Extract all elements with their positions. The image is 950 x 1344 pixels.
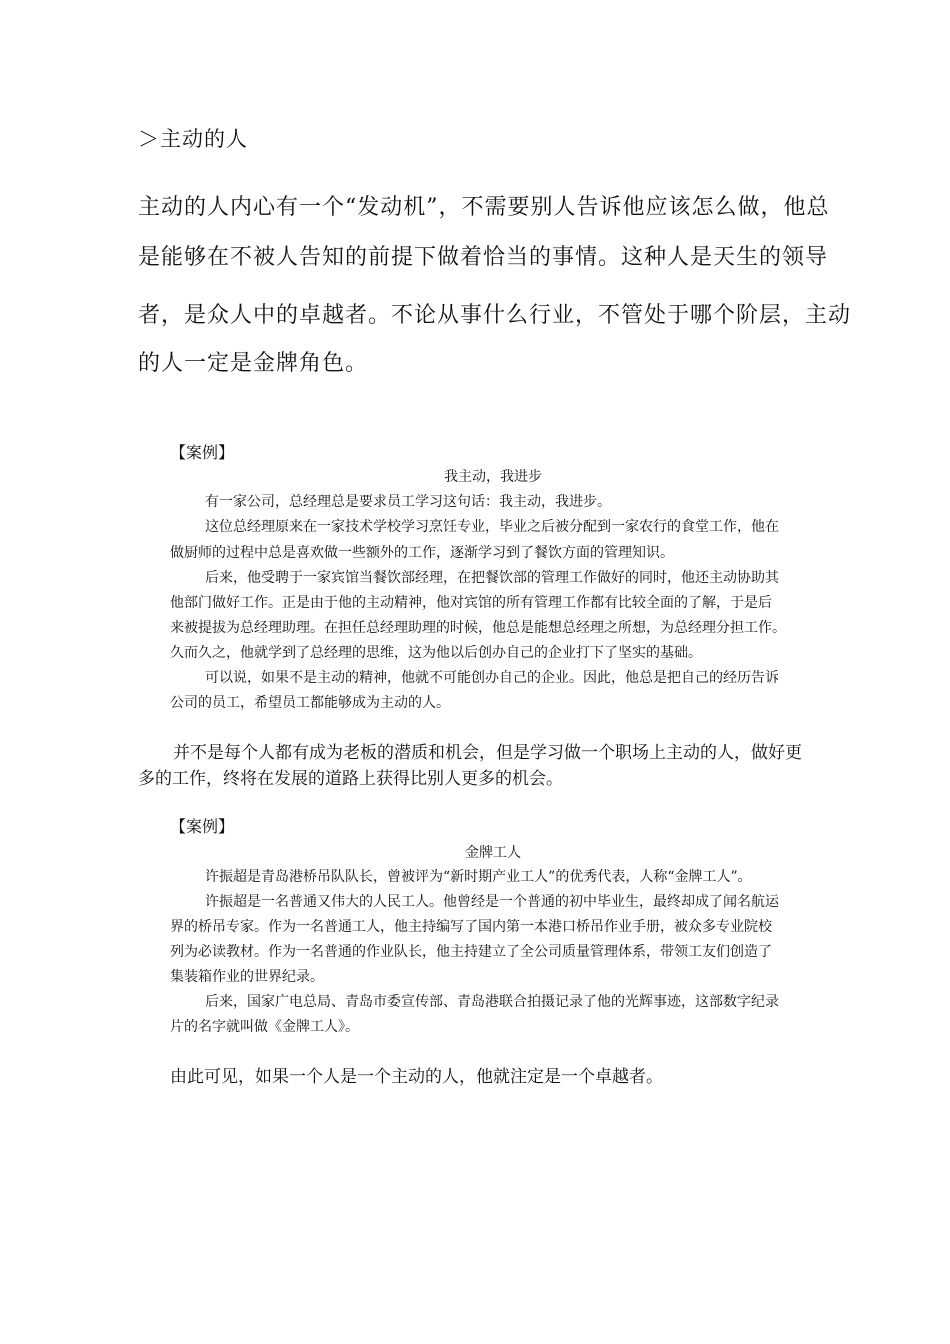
case-paragraph-line: 许振超是青岛港桥吊队队长，曾被评为“新时期产业工人”的优秀代表，人称“金牌工人”。 — [205, 869, 752, 885]
case-paragraph-line: 可以说，如果不是主动的精神，他就不可能创办自己的企业。因此，他总是把自己的经历告诉 — [205, 670, 779, 686]
case-paragraph-line: 做厨师的过程中总是喜欢做一些额外的工作，逐渐学习到了餐饮方面的管理知识。 — [170, 545, 674, 561]
intro-line: 是能够在不被人告知的前提下做着恰当的事情。这种人是天生的领导 — [138, 245, 829, 270]
case-paragraph-line: 久而久之，他就学到了总经理的思维，这为他以后创办自己的企业打下了坚实的基础。 — [170, 645, 702, 661]
case-title: 我主动，我进步 — [444, 469, 542, 485]
case-paragraph-line: 界的桥吊专家。作为一名普通工人，他主持编写了国内第一本港口桥吊作业手册，被众多专业院校 — [170, 919, 772, 935]
case-paragraph-line: 来被提拔为总经理助理。在担任总经理助理的时候，他总是能想总经理之所想，为总经理分担工作。 — [170, 620, 786, 636]
section-heading: ＞主动的人 — [138, 127, 248, 151]
body-line: 并不是每个人都有成为老板的潜质和机会，但是学习做一个职场上主动的人，做好更 — [173, 743, 802, 763]
body-line: 多的工作，终将在发展的道路上获得比别人更多的机会。 — [138, 769, 563, 789]
case-paragraph-line: 有一家公司，总经理总是要求员工学习这句话：我主动，我进步。 — [205, 494, 611, 510]
case-title: 金牌工人 — [465, 845, 521, 861]
case-label: 【案例】 — [170, 443, 235, 462]
case-label: 【案例】 — [170, 817, 235, 836]
intro-line: 的人一定是金牌角色。 — [138, 351, 369, 376]
case-paragraph-line: 后来，他受聘于一家宾馆当餐饮部经理，在把餐饮部的管理工作做好的同时，他还主动协助其 — [205, 570, 779, 586]
case-paragraph-line: 他部门做好工作。正是由于他的主动精神，他对宾馆的所有管理工作都有比较全面的了解，于是后 — [170, 595, 772, 611]
case-paragraph-line: 片的名字就叫做《金牌工人》。 — [170, 1019, 359, 1035]
case-paragraph-line: 列为必读教材。作为一名普通的作业队长，他主持建立了全公司质量管理体系，带领工友们创造了 — [170, 944, 772, 960]
case-paragraph-line: 许振超是一名普通又伟大的人民工人。他曾经是一个普通的初中毕业生，最终却成了闻名航运 — [205, 894, 779, 910]
case-paragraph-line: 后来，国家广电总局、青岛市委宣传部、青岛港联合拍摄记录了他的光辉事迹，这部数字纪录 — [205, 994, 779, 1010]
intro-line: 主动的人内心有一个“发动机”，不需要别人告诉他应该怎么做，他总 — [138, 195, 830, 220]
conclusion-line: 由此可见，如果一个人是一个主动的人，他就注定是一个卓越者。 — [170, 1067, 663, 1087]
case-paragraph-line: 这位总经理原来在一家技术学校学习烹饪专业，毕业之后被分配到一家农行的食堂工作，他在 — [205, 519, 779, 535]
case-paragraph-line: 集装箱作业的世界纪录。 — [170, 969, 324, 985]
case-paragraph-line: 公司的员工，希望员工都能够成为主动的人。 — [170, 695, 450, 711]
intro-line: 者，是众人中的卓越者。不论从事什么行业，不管处于哪个阶层，主动 — [138, 303, 852, 328]
